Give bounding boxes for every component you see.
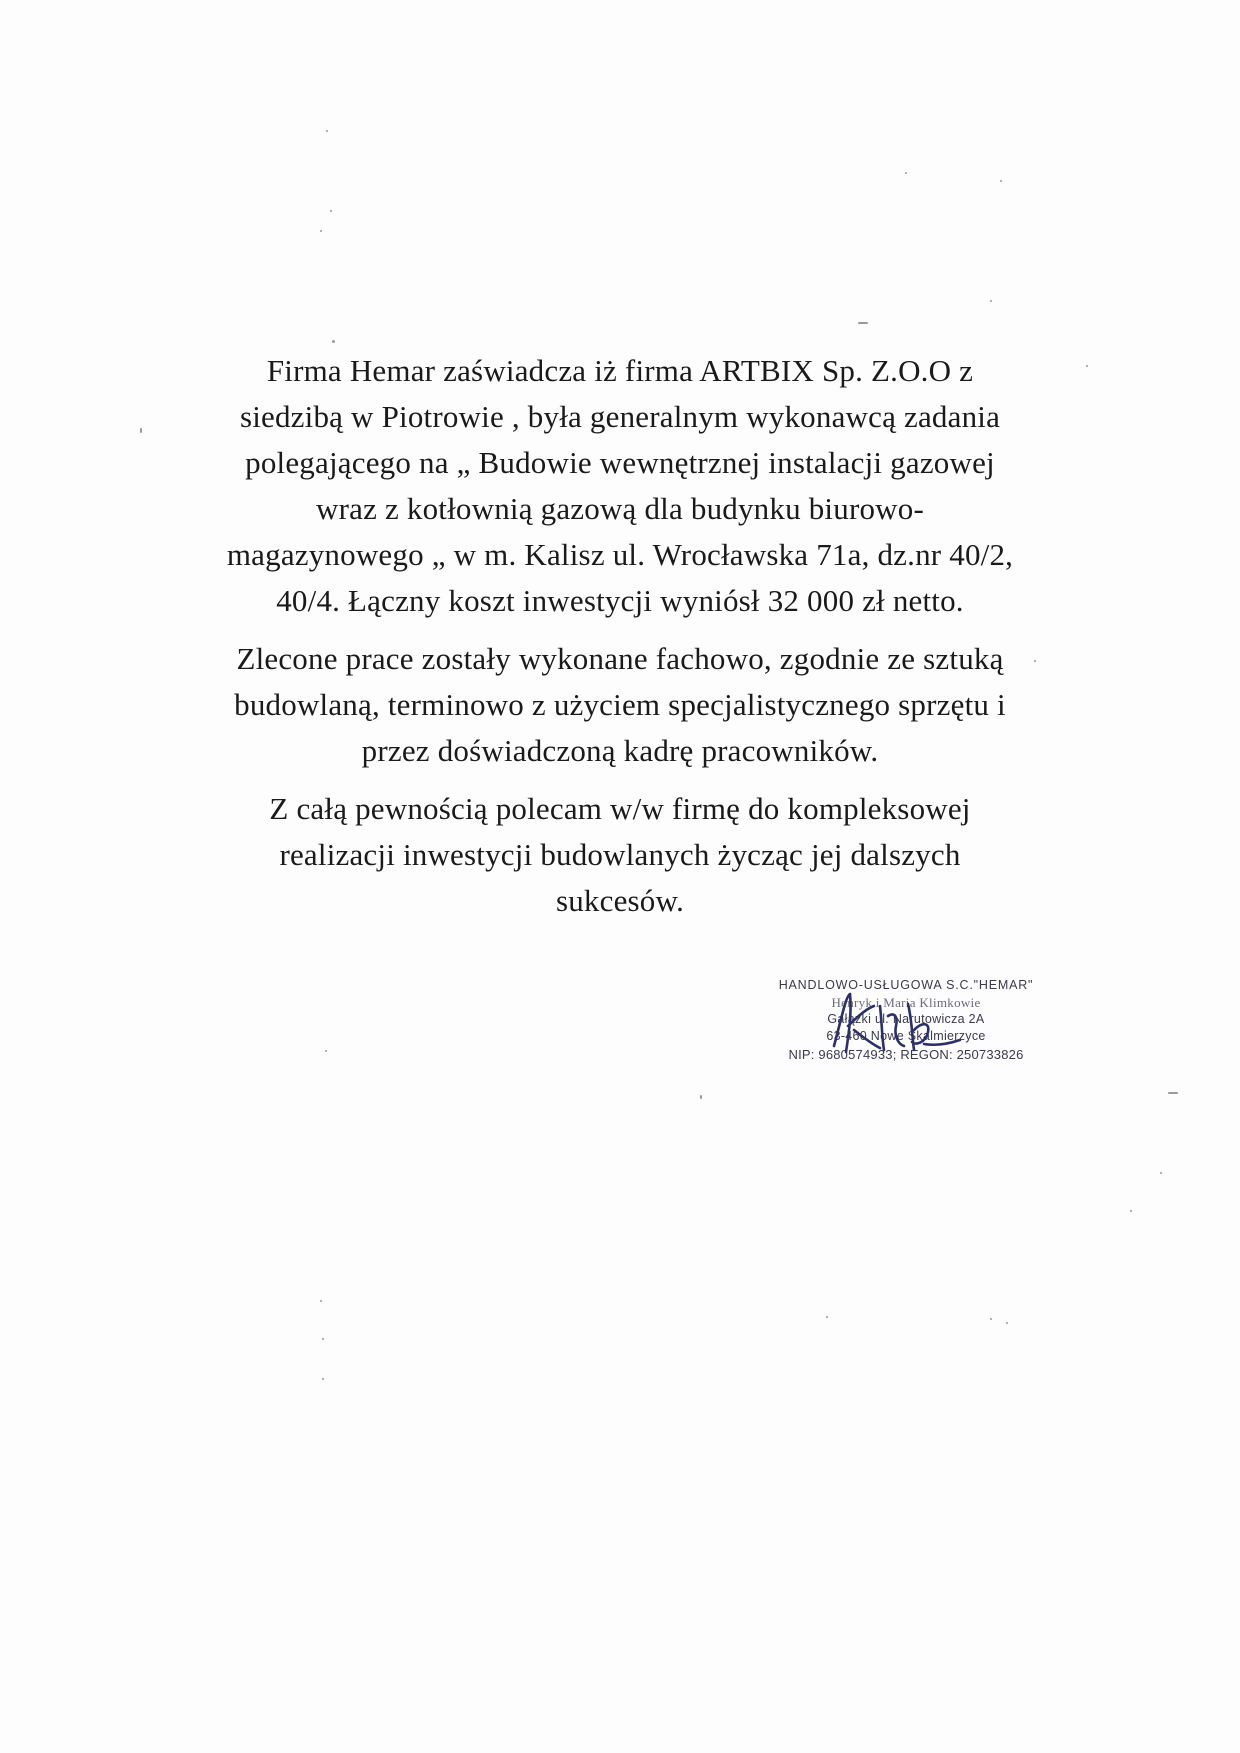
- scan-speck: [858, 322, 868, 324]
- scan-speck: [326, 130, 328, 132]
- stamp-street: Gałązki ul. Narutowicza 2A: [827, 1012, 985, 1026]
- text-line: wraz z kotłownią gazową dla budynku biurowo-: [316, 491, 924, 526]
- scan-speck: [1000, 180, 1002, 182]
- scan-speck: [322, 1378, 324, 1380]
- scan-speck: [990, 300, 992, 302]
- stamp-owners: Henryk i Maria Klimkowie: [831, 995, 981, 1010]
- nip-label: NIP:: [788, 1047, 815, 1062]
- company-stamp: [756, 976, 1056, 1064]
- text-line: magazynowego „ w m. Kalisz ul. Wrocławska 71a, dz.nr 40/2,: [226, 537, 1014, 572]
- stamp-company-name: HANDLOWO-USŁUGOWA S.C."HEMAR": [778, 978, 1034, 992]
- scan-speck: [905, 172, 907, 174]
- scan-speck: [1086, 365, 1088, 367]
- scan-speck: [1168, 1092, 1178, 1094]
- scan-speck: [1160, 1172, 1162, 1174]
- scan-speck: [1006, 1322, 1008, 1324]
- stamp-identifiers: [756, 1046, 1056, 1064]
- scan-speck: [332, 340, 335, 343]
- scan-speck: [1034, 660, 1036, 662]
- text-line: sukcesów.: [555, 883, 685, 918]
- text-line: przez doświadczoną kadrę pracowników.: [361, 733, 879, 768]
- text-line: polegającego na „ Budowie wewnętrznej instalacji gazowej: [245, 445, 995, 480]
- stamp-city: 63-460 Nowe Skalmierzyce: [826, 1029, 986, 1043]
- paragraph-quality: [120, 636, 1120, 774]
- text-line: 40/4. Łączny koszt inwestycji wyniósł 32 000 zł netto.: [276, 583, 964, 618]
- scan-speck: [700, 1095, 702, 1099]
- scan-speck: [325, 1050, 327, 1052]
- text-line: Firma Hemar zaświadcza iż firma ARTBIX Sp. Z.O.O z: [266, 353, 974, 388]
- scan-speck: [322, 1338, 324, 1340]
- letter-body: [120, 348, 1120, 924]
- scan-speck: [990, 1318, 992, 1320]
- text-line: budowlaną, terminowo z użyciem specjalistycznego sprzętu i: [234, 687, 1006, 722]
- scan-speck: [320, 1300, 322, 1302]
- text-line: realizacji inwestycji budowlanych życząc jej dalszych: [279, 837, 961, 872]
- scan-speck: [140, 428, 142, 433]
- nip-value: 9680574933;: [818, 1047, 897, 1062]
- scan-speck: [826, 1316, 828, 1318]
- text-line: siedzibą w Piotrowie , była generalnym wykonawcą zadania: [239, 399, 1001, 434]
- regon-value: 250733826: [956, 1047, 1024, 1062]
- paragraph-certification: [120, 348, 1120, 624]
- scan-speck: [330, 210, 332, 212]
- regon-label: REGON:: [900, 1047, 953, 1062]
- scan-speck: [1130, 1210, 1132, 1212]
- paragraph-recommendation: [120, 786, 1120, 924]
- text-line: Zlecone prace zostały wykonane fachowo, zgodnie ze sztuką: [236, 641, 1004, 676]
- text-line: Z całą pewnością polecam w/w firmę do kompleksowej: [269, 791, 971, 826]
- scan-speck: [320, 230, 322, 232]
